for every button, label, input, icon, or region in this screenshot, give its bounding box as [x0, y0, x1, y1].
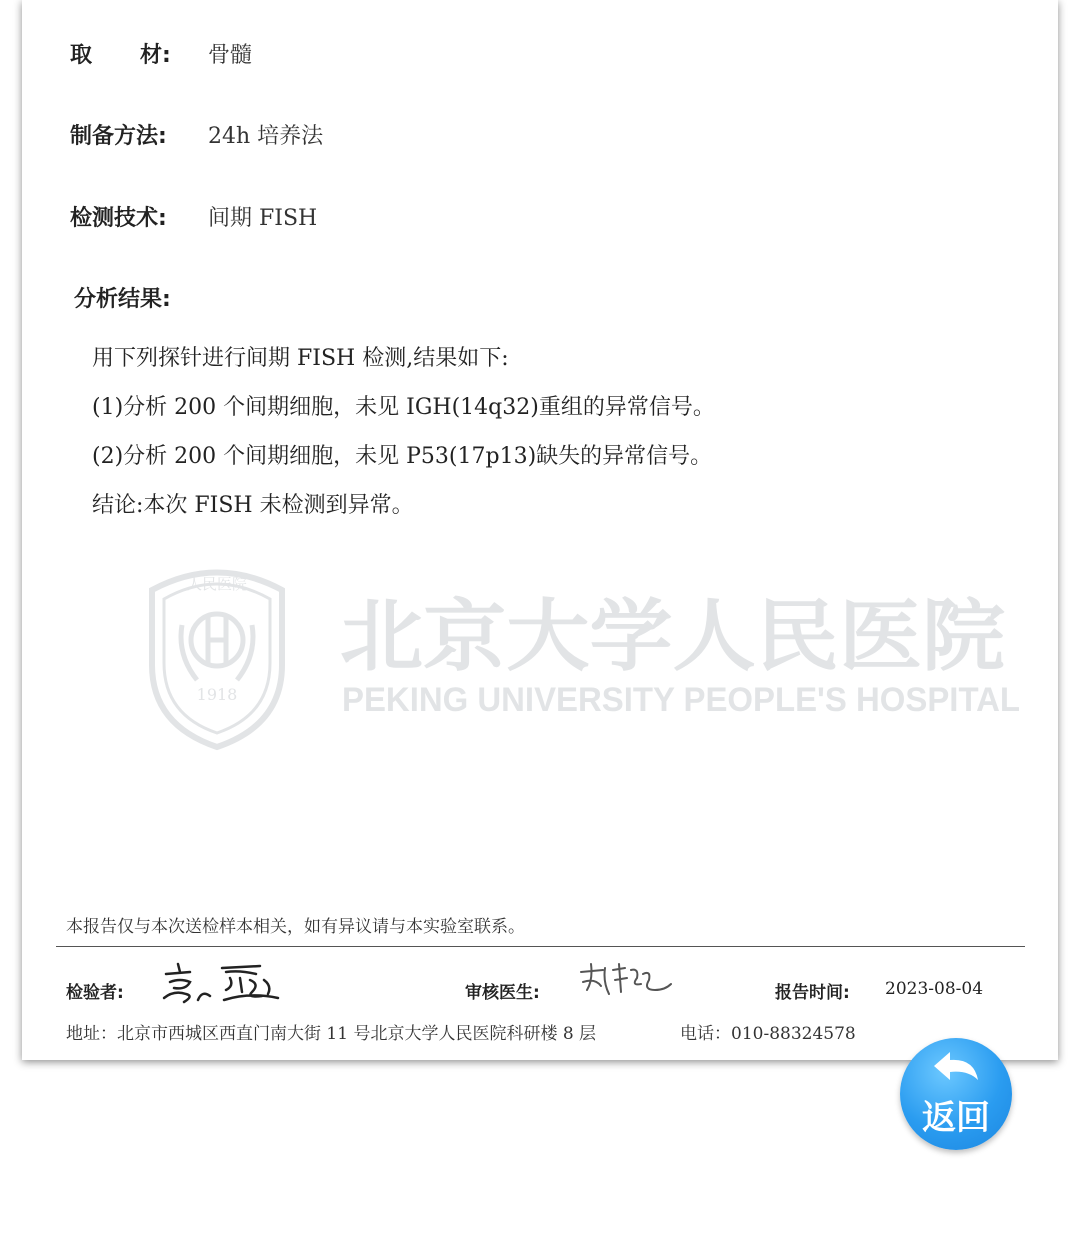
analysis-line-conclusion: 结论:本次 FISH 未检测到异常。	[92, 493, 414, 518]
hospital-watermark	[142, 555, 1022, 755]
specimen-value: 骨髓	[208, 43, 253, 68]
back-button-label: 返回	[922, 1098, 990, 1138]
reviewer-label: 审核医生:	[465, 983, 540, 1003]
field-technique	[70, 201, 317, 232]
specimen-label: 取 材:	[70, 43, 171, 68]
analysis-title: 分析结果:	[74, 287, 171, 312]
return-arrow-icon	[928, 1050, 984, 1090]
field-specimen	[70, 38, 252, 69]
inspector-signature	[160, 960, 285, 1006]
watermark-cn: 北京大学人民医院	[340, 591, 1005, 682]
inspector-label: 检验者:	[66, 983, 124, 1003]
disclaimer-text: 本报告仅与本次送检样本相关，如有异议请与本实验室联系。	[66, 917, 525, 937]
analysis-line-p53: (2)分析 200 个间期细胞，未见 P53(17p13)缺失的异常信号。	[92, 444, 713, 469]
back-button[interactable]	[900, 1038, 1012, 1150]
field-prep-method	[70, 119, 323, 150]
prep-method-label: 制备方法:	[70, 124, 167, 149]
report-date: 2023-08-04	[885, 979, 984, 999]
seal-icon	[152, 573, 282, 748]
footer-divider	[56, 946, 1025, 947]
technique-label: 检测技术:	[70, 206, 167, 231]
analysis-line-igh: (1)分析 200 个间期细胞，未见 IGH(14q32)重组的异常信号。	[92, 395, 715, 420]
svg-text:1918: 1918	[196, 685, 238, 704]
svg-text:人民医院: 人民医院	[186, 575, 248, 593]
prep-method-value: 24h 培养法	[208, 124, 324, 149]
address-text: 地址：北京市西城区西直门南大街 11 号北京大学人民医院科研楼 8 层	[66, 1024, 597, 1044]
watermark-en: PEKING UNIVERSITY PEOPLE'S HOSPITAL	[342, 681, 1020, 719]
reviewer-signature	[577, 960, 677, 1004]
technique-value: 间期 FISH	[208, 206, 318, 231]
report-time-label: 报告时间:	[775, 983, 850, 1003]
phone-text: 电话：010-88324578	[680, 1024, 856, 1044]
analysis-line-intro: 用下列探针进行间期 FISH 检测,结果如下:	[92, 346, 509, 371]
report-paper	[22, 0, 1058, 1060]
